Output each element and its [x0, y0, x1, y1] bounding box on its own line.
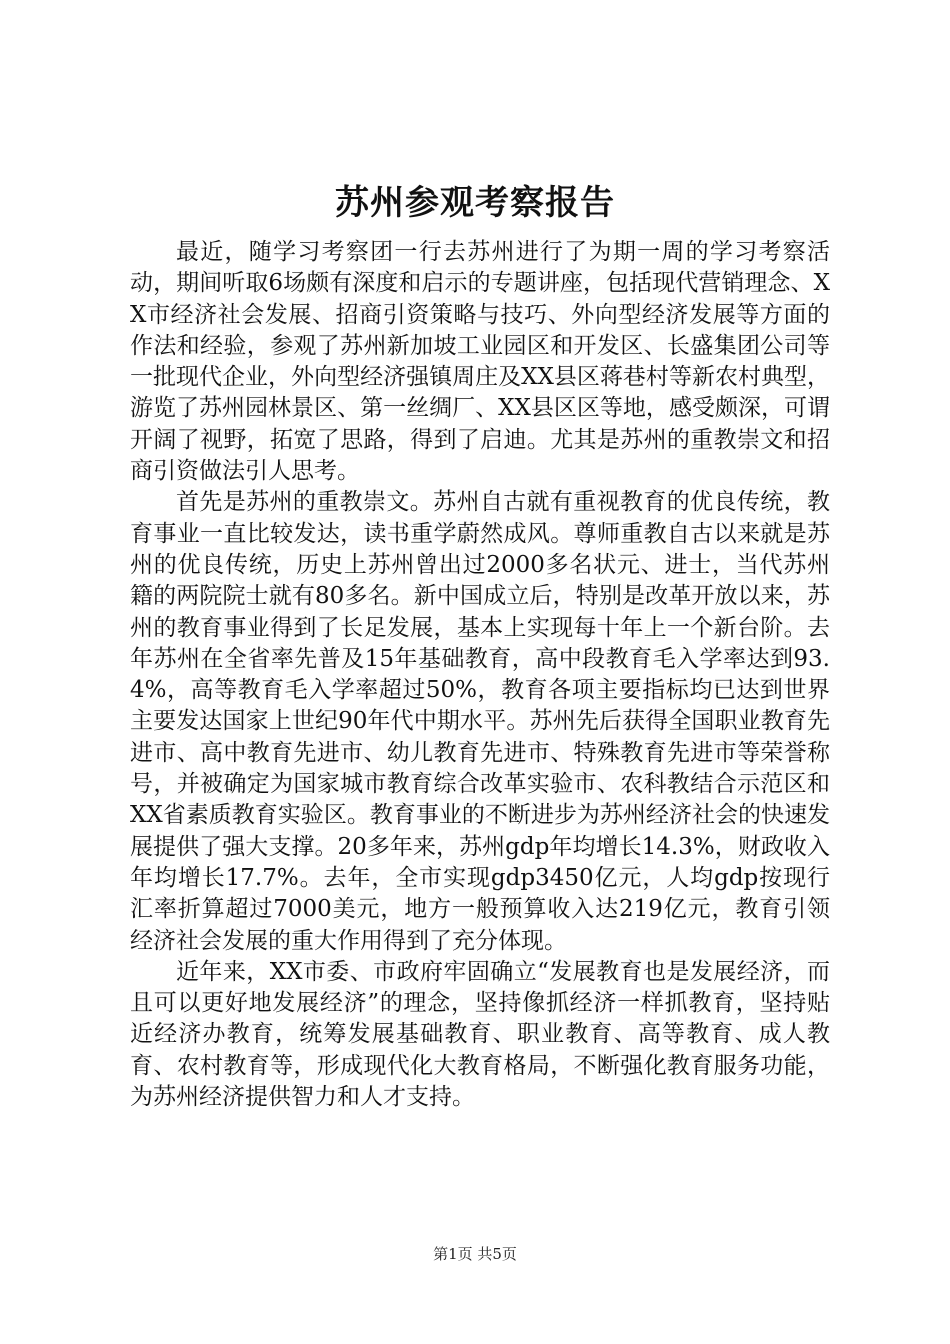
- paragraph-intro: 最近，随学习考察团一行去苏州进行了为期一周的学习考察活动，期间听取6场颇有深度和启示的专题讲座，包括现代营销理念、XX市经济社会发展、招商引资策略与技巧、外向型经济发展等方面的作法和经验，参观了苏州新加坡工业园区和开发区、长盛集团公司等一批现代企业，外向型经济强镇周庄及XX县区蒋巷村等新农村典型，游览了苏州园林景区、第一丝绸厂、XX县区区等地，感受颇深，可谓开阔了视野，拓宽了思路，得到了启迪。尤其是苏州的重教崇文和招商引资做法引人思考。: [130, 239, 830, 485]
- paragraph-education: 首先是苏州的重教崇文。苏州自古就有重视教育的优良传统，教育事业一直比较发达，读书重学蔚然成风。尊师重教自古以来就是苏州的优良传统，历史上苏州曾出过2000多名状元、进士，当代苏州籍的两院院士就有80多名。新中国成立后，特别是改革开放以来，苏州的教育事业得到了长足发展，基本上实现每十年上一个新台阶。去年苏州在全省率先普及15年基础教育，高中段教育毛入学率达到93.4%，高等教育毛入学率超过50%，教育各项主要指标均已达到世界主要发达国家上世纪90年代中期水平。苏州先后获得全国职业教育先进市、高中教育先进市、幼儿教育先进市、特殊教育先进市等荣誉称号，并被确定为国家城市教育综合改革实验市、农科教结合示范区和XX省素质教育实验区。教育事业的不断进步为苏州经济社会的快速发展提供了强大支撑。20多年来，苏州gdp年均增长14.3%，财政收入年均增长17.7%。去年，全市实现gdp3450亿元，人均gdp按现行汇率折算超过7000美元，地方一般预算收入达219亿元，教育引领经济社会发展的重大作用得到了充分体现。: [130, 489, 830, 954]
- document-title: 苏州参观考察报告: [335, 183, 615, 223]
- page-number-footer: 第1页 共5页: [433, 1245, 517, 1263]
- paragraph-policy: 近年来，XX市委、市政府牢固确立“发展教育也是发展经济，而且可以更好地发展经济”的理念，坚持像抓经济一样抓教育，坚持贴近经济办教育，统筹发展基础教育、职业教育、高等教育、成人教育、农村教育等，形成现代化大教育格局，不断强化教育服务功能，为苏州经济提供智力和人才支持。: [130, 958, 830, 1111]
- document-body: [130, 237, 830, 1113]
